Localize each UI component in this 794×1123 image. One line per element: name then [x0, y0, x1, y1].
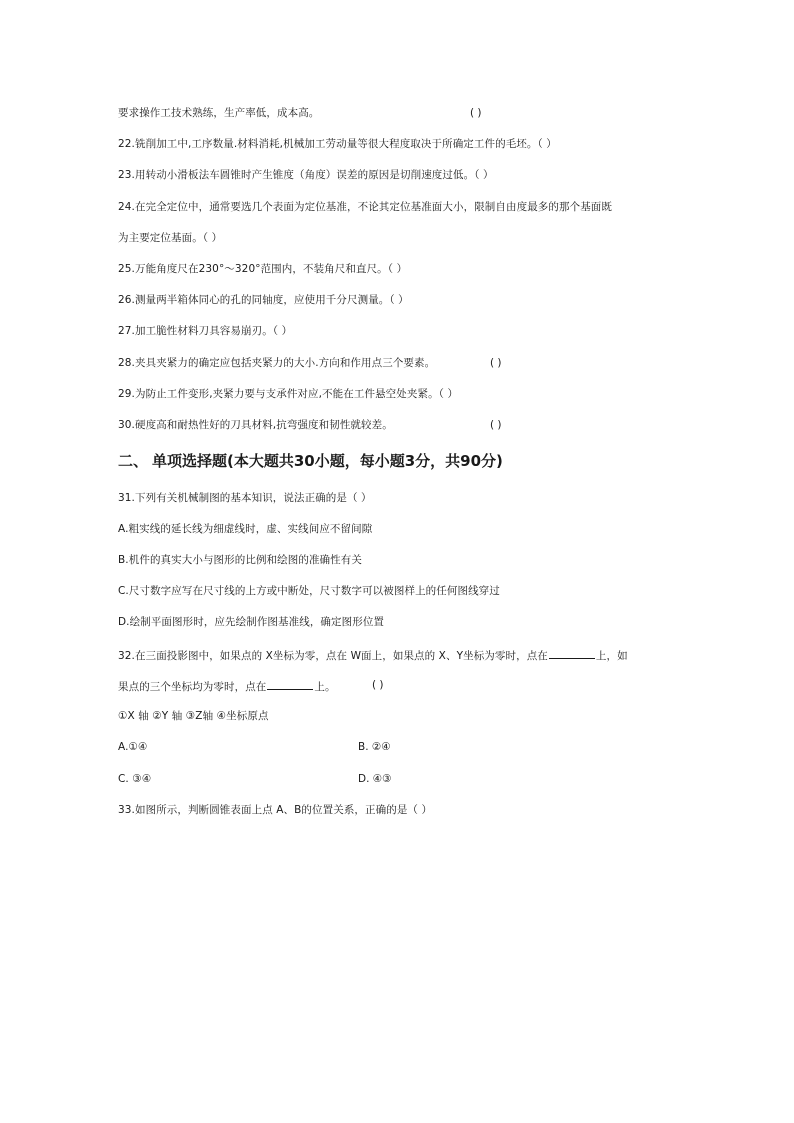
- section-number: 二、: [118, 452, 149, 470]
- q32-text-part2: 上，如: [595, 650, 628, 662]
- question-26: 26.测量两半箱体同心的孔的同轴度，应使用千分尺测量。（ ）: [118, 294, 409, 306]
- question-22: 22.铣削加工中,工序数量.材料消耗,机械加工劳动量等很大程度取决于所确定工件的毛坯。（ ）: [118, 138, 557, 150]
- question-32-stem-line2: [118, 678, 336, 694]
- question-24-line2: 为主要定位基面。（ ）: [118, 232, 223, 244]
- question-29: 29.为防止工件变形,夹紧力要与支承件对应,不能在工件悬空处夹紧。（ ）: [118, 388, 459, 400]
- q28-answer-paren: ( ): [490, 357, 502, 369]
- section-heading: [118, 451, 503, 471]
- q32-text-part1: 32.在三面投影图中，如果点的 X坐标为零，点在 W面上，如果点的 X、Y坐标为零时，点在: [118, 650, 548, 662]
- question-31-stem: 31.下列有关机械制图的基本知识，说法正确的是（ ）: [118, 492, 372, 504]
- question-32-option-a: A.①④: [118, 741, 148, 753]
- question-30: 30.硬度高和耐热性好的刀具材料,抗弯强度和韧性就较差。: [118, 419, 393, 431]
- section-title: 单项选择题(本大题共30小题，每小题3分，共90分): [152, 452, 503, 470]
- question-33-stem: 33.如图所示，判断圆锥表面上点 A、B的位置关系，正确的是（ ）: [118, 804, 433, 816]
- question-27: 27.加工脆性材料刀具容易崩刃。（ ）: [118, 325, 293, 337]
- question-28: 28.夹具夹紧力的确定应包括夹紧力的大小.方向和作用点三个要素。: [118, 357, 436, 369]
- answer-blank: [267, 678, 313, 690]
- question-32-option-b: B. ②④: [358, 741, 391, 753]
- q21-text: 要求操作工技术熟练，生产率低，成本高。: [118, 107, 320, 119]
- question-24-line1: 24.在完全定位中，通常要选几个表面为定位基准，不论其定位基准面大小，限制自由度最多的那个基面既: [118, 201, 612, 213]
- q30-answer-paren: ( ): [490, 419, 502, 431]
- question-31-option-c: C.尺寸数字应写在尺寸线的上方或中断处，尺寸数字可以被图样上的任何图线穿过: [118, 585, 500, 597]
- answer-blank: [549, 647, 595, 659]
- question-31-option-d: D.绘制平面图形时，应先绘制作图基准线，确定图形位置: [118, 616, 385, 628]
- question-32-choices: ①X 轴 ②Y 轴 ③Z轴 ④坐标原点: [118, 710, 269, 722]
- question-25: 25.万能角度尺在230°～320°范围内，不装角尺和直尺。（ ）: [118, 263, 408, 275]
- question-32-option-c: C. ③④: [118, 773, 152, 785]
- question-32-option-d: D. ④③: [358, 773, 392, 785]
- q21-answer-paren: ( ): [470, 107, 482, 119]
- question-31-option-b: B.机件的真实大小与图形的比例和绘图的准确性有关: [118, 554, 362, 566]
- question-23: 23.用转动小滑板法车圆锥时产生锥度（角度）误差的原因是切削速度过低。（ ）: [118, 169, 494, 181]
- q32-answer-paren: ( ): [372, 679, 384, 691]
- q32-text-part4: 上。: [314, 681, 336, 693]
- q32-text-part3: 果点的三个坐标均为零时，点在: [118, 681, 267, 693]
- question-31-option-a: A.粗实线的延长线为细虚线时，虚、实线间应不留间隙: [118, 523, 373, 535]
- question-32-stem-line1: [118, 647, 628, 663]
- q21-continuation: [118, 106, 319, 120]
